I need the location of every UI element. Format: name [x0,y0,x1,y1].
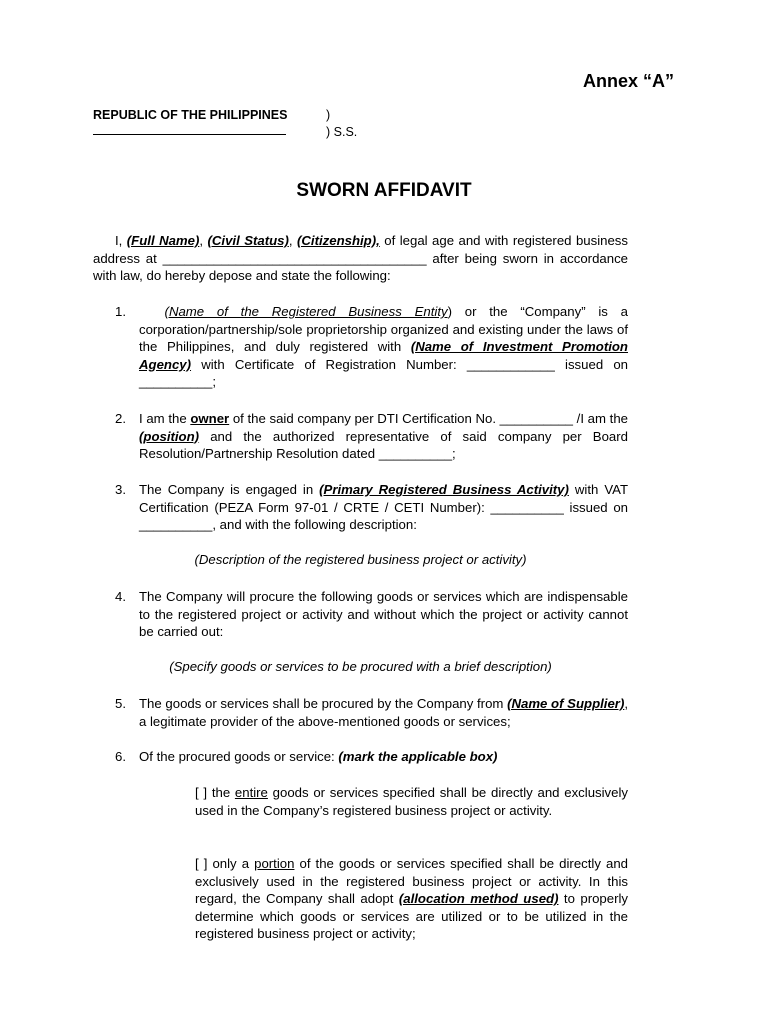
item-text [139,303,628,391]
venue-paren-1: ) [326,108,331,122]
checkbox-entire[interactable]: [ ] the [195,785,235,800]
venue-blank-line [93,124,286,135]
item-number: 3. [115,482,126,497]
option-portion-text: of the goods or services specified shall be directly and exclusively used in the registered business project or activity. In this regard, the Company shall adopt [195,856,629,907]
republic-text: REPUBLIC OF THE PHILIPPINES [93,108,288,122]
item-2-text: I am the [139,411,191,426]
list-item-6 [93,748,628,766]
item-3-text-2: with VAT Certification (PEZA Form 97-01 / CRTE / CETI Number): __________ issued on __________, and with the following description: [139,482,629,533]
venue-blank [93,124,286,138]
item-3-text: The Company is engaged in [139,482,320,497]
venue-paren-ss: ) S.S. [326,125,358,139]
item-1-text: ) or the “Company” is a corporation/partnership/sole proprietorship organized and existing under the laws of the Philippines, and duly registered with [139,304,628,355]
item-text [139,481,628,534]
item-1-text-2: with Certificate of Registration Number: ____________ issued on __________; [139,356,628,390]
full-name-field: (Full Name) [126,233,200,248]
list-item-4 [93,588,628,641]
business-entity-field: (Name of the Registered Business Entity [164,304,448,319]
item-number: 5. [115,696,126,711]
list-item-2 [93,410,628,463]
description-note: (Description of the registered business project or activity) [194,552,527,567]
owner-word: owner [190,411,230,426]
item-5-text-2: , a legitimate provider of the above-mentioned goods or services; [139,696,629,729]
annex-label: Annex “A” [582,71,674,91]
list-item-3 [93,481,628,534]
item-2-text-2: of the said company per DTI Certification No. __________ /I am the [229,411,628,426]
item-5-text: The goods or services shall be procured by the Company from [139,696,508,711]
intro-sep-2: , [288,233,298,248]
portion-word: portion [254,856,295,871]
item-text [139,695,628,730]
item-text: The Company will procure the following goods or services which are indispensable to the registered project or activity and without which the project or activity cannot be carried out: [139,589,628,640]
item-number: 2. [115,411,126,426]
document-title: SWORN AFFIDAVIT [296,180,472,201]
item-number: 4. [115,589,126,604]
goods-note: (Specify goods or services to be procured with a brief description) [169,659,552,674]
civil-status-field: (Civil Status) [207,233,289,248]
item-number: 1. [115,304,126,319]
checkbox-portion[interactable]: [ ] only a [195,856,255,871]
ipa-name-field: (Name of Investment Promotion Agency) [139,339,628,372]
entire-word: entire [234,785,268,800]
mark-box-instruction: (mark the applicable box) [338,749,498,764]
item-6-text: Of the procured goods or service: [139,749,339,764]
allocation-method-field: (allocation method used) [398,891,559,907]
intro-text-1: I, [115,233,127,248]
intro-sep-1: , [199,233,208,248]
item-text [139,748,628,766]
citizenship-field: (Citizenship), [297,233,380,248]
intro-paragraph [93,232,628,285]
item-number: 6. [115,749,126,764]
republic-label [93,108,287,122]
list-item-1 [93,303,628,391]
option-portion[interactable] [195,855,628,943]
position-field: (position) [139,428,200,444]
intro-text-2: of legal age and with registered business address at ____________________________________ after being sworn in accordance with law, do hereby depose and state the following: [93,233,628,284]
option-portion-text-2: to properly determine which goods or services are utilized or to be utilized in the registered business project or activity; [195,891,628,942]
list-item-5 [93,695,628,730]
item-2-text-3: and the authorized representative of said company per Board Resolution/Partnership Resolution dated __________; [139,428,628,462]
option-entire[interactable] [195,784,628,819]
option-entire-text: goods or services specified shall be directly and exclusively used in the Company’s registered business project or activity. [195,785,629,818]
business-activity-field: (Primary Registered Business Activity) [319,482,569,497]
supplier-field: (Name of Supplier) [507,696,625,711]
item-text [139,410,628,463]
